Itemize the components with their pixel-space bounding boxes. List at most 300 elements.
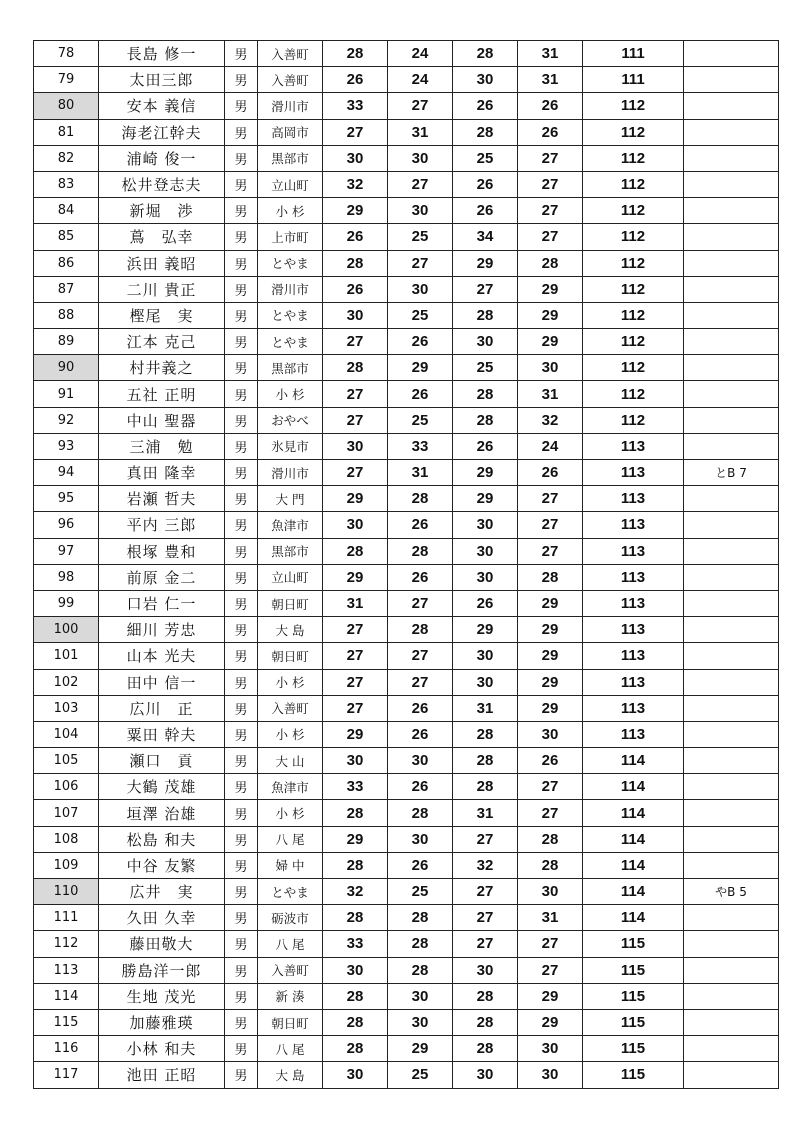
- player-sex-cell: 男: [225, 486, 258, 512]
- total-score-cell: 115: [583, 1009, 684, 1035]
- total-score-cell: 114: [583, 879, 684, 905]
- table-row: [34, 93, 779, 119]
- player-town-cell: とやま: [258, 250, 323, 276]
- player-town-cell: 入善町: [258, 41, 323, 67]
- score-2-cell: 33: [388, 433, 453, 459]
- table-row: [34, 276, 779, 302]
- player-town-cell: 滑川市: [258, 460, 323, 486]
- score-3-cell: 30: [453, 669, 518, 695]
- player-name-cell: 樫尾 実: [99, 302, 225, 328]
- table-row: [34, 931, 779, 957]
- rank-number-cell: 78: [34, 41, 99, 67]
- score-1-cell: 29: [323, 198, 388, 224]
- score-3-cell: 28: [453, 1009, 518, 1035]
- score-1-cell: 33: [323, 93, 388, 119]
- player-sex-cell: 男: [225, 41, 258, 67]
- score-1-cell: 30: [323, 957, 388, 983]
- player-name-cell: 中谷 友繁: [99, 852, 225, 878]
- player-sex-cell: 男: [225, 145, 258, 171]
- table-row: [34, 407, 779, 433]
- table-row: [34, 1062, 779, 1088]
- score-3-cell: 25: [453, 145, 518, 171]
- remarks-cell: [684, 983, 779, 1009]
- rank-number-cell: 93: [34, 433, 99, 459]
- total-score-cell: 112: [583, 276, 684, 302]
- score-2-cell: 28: [388, 905, 453, 931]
- player-town-cell: 立山町: [258, 171, 323, 197]
- rank-number-cell: 110: [34, 879, 99, 905]
- player-town-cell: 婦 中: [258, 852, 323, 878]
- score-4-cell: 31: [518, 41, 583, 67]
- player-name-cell: 太田三郎: [99, 67, 225, 93]
- score-4-cell: 28: [518, 250, 583, 276]
- score-2-cell: 28: [388, 957, 453, 983]
- rank-number-cell: 96: [34, 512, 99, 538]
- player-town-cell: とやま: [258, 302, 323, 328]
- remarks-cell: [684, 957, 779, 983]
- remarks-cell: [684, 538, 779, 564]
- player-name-cell: 田中 信一: [99, 669, 225, 695]
- score-1-cell: 28: [323, 538, 388, 564]
- score-3-cell: 27: [453, 826, 518, 852]
- score-3-cell: 30: [453, 1062, 518, 1088]
- score-4-cell: 31: [518, 905, 583, 931]
- score-1-cell: 32: [323, 171, 388, 197]
- total-score-cell: 114: [583, 905, 684, 931]
- remarks-cell: [684, 617, 779, 643]
- table-row: [34, 145, 779, 171]
- score-3-cell: 28: [453, 1036, 518, 1062]
- score-2-cell: 27: [388, 669, 453, 695]
- score-2-cell: 30: [388, 276, 453, 302]
- rank-number-cell: 86: [34, 250, 99, 276]
- total-score-cell: 115: [583, 957, 684, 983]
- remarks-cell: [684, 905, 779, 931]
- rank-number-cell: 87: [34, 276, 99, 302]
- score-2-cell: 25: [388, 879, 453, 905]
- player-sex-cell: 男: [225, 433, 258, 459]
- player-name-cell: 浜田 義昭: [99, 250, 225, 276]
- remarks-cell: [684, 721, 779, 747]
- remarks-cell: とB 7: [684, 460, 779, 486]
- table-row: [34, 695, 779, 721]
- total-score-cell: 111: [583, 67, 684, 93]
- remarks-cell: [684, 302, 779, 328]
- table-row: [34, 302, 779, 328]
- player-name-cell: 海老江幹夫: [99, 119, 225, 145]
- score-4-cell: 29: [518, 590, 583, 616]
- player-name-cell: 真田 隆幸: [99, 460, 225, 486]
- score-3-cell: 31: [453, 695, 518, 721]
- remarks-cell: [684, 276, 779, 302]
- score-2-cell: 25: [388, 1062, 453, 1088]
- player-town-cell: 小 杉: [258, 721, 323, 747]
- score-2-cell: 26: [388, 381, 453, 407]
- score-4-cell: 29: [518, 643, 583, 669]
- total-score-cell: 115: [583, 983, 684, 1009]
- score-2-cell: 25: [388, 407, 453, 433]
- score-1-cell: 28: [323, 852, 388, 878]
- score-1-cell: 30: [323, 1062, 388, 1088]
- player-sex-cell: 男: [225, 224, 258, 250]
- player-sex-cell: 男: [225, 879, 258, 905]
- score-2-cell: 30: [388, 198, 453, 224]
- score-3-cell: 32: [453, 852, 518, 878]
- score-3-cell: 28: [453, 119, 518, 145]
- score-4-cell: 27: [518, 512, 583, 538]
- remarks-cell: [684, 748, 779, 774]
- score-3-cell: 29: [453, 617, 518, 643]
- score-1-cell: 30: [323, 512, 388, 538]
- total-score-cell: 113: [583, 617, 684, 643]
- player-name-cell: 前原 金二: [99, 564, 225, 590]
- player-sex-cell: 男: [225, 329, 258, 355]
- remarks-cell: [684, 852, 779, 878]
- score-4-cell: 26: [518, 460, 583, 486]
- rank-number-cell: 84: [34, 198, 99, 224]
- results-table: [33, 40, 779, 1089]
- score-1-cell: 27: [323, 669, 388, 695]
- player-town-cell: 高岡市: [258, 119, 323, 145]
- table-row: [34, 486, 779, 512]
- player-name-cell: 大鶴 茂雄: [99, 774, 225, 800]
- table-row: [34, 748, 779, 774]
- player-sex-cell: 男: [225, 93, 258, 119]
- score-1-cell: 28: [323, 1009, 388, 1035]
- score-2-cell: 31: [388, 119, 453, 145]
- remarks-cell: [684, 643, 779, 669]
- player-town-cell: 小 杉: [258, 381, 323, 407]
- rank-number-cell: 83: [34, 171, 99, 197]
- score-4-cell: 27: [518, 931, 583, 957]
- player-name-cell: 岩瀬 哲夫: [99, 486, 225, 512]
- score-3-cell: 25: [453, 355, 518, 381]
- table-row: [34, 957, 779, 983]
- score-4-cell: 27: [518, 957, 583, 983]
- remarks-cell: [684, 826, 779, 852]
- score-1-cell: 28: [323, 250, 388, 276]
- player-town-cell: 小 杉: [258, 669, 323, 695]
- score-2-cell: 28: [388, 486, 453, 512]
- score-2-cell: 27: [388, 171, 453, 197]
- score-4-cell: 27: [518, 800, 583, 826]
- remarks-cell: [684, 198, 779, 224]
- rank-number-cell: 109: [34, 852, 99, 878]
- total-score-cell: 114: [583, 774, 684, 800]
- score-4-cell: 27: [518, 486, 583, 512]
- player-name-cell: 安本 義信: [99, 93, 225, 119]
- score-4-cell: 31: [518, 67, 583, 93]
- table-row: [34, 1036, 779, 1062]
- score-1-cell: 30: [323, 302, 388, 328]
- score-1-cell: 27: [323, 617, 388, 643]
- player-name-cell: 中山 聖器: [99, 407, 225, 433]
- score-3-cell: 28: [453, 41, 518, 67]
- remarks-cell: [684, 486, 779, 512]
- player-sex-cell: 男: [225, 695, 258, 721]
- table-row: [34, 826, 779, 852]
- table-row: [34, 119, 779, 145]
- player-sex-cell: 男: [225, 931, 258, 957]
- score-3-cell: 30: [453, 538, 518, 564]
- total-score-cell: 115: [583, 1062, 684, 1088]
- total-score-cell: 112: [583, 171, 684, 197]
- player-town-cell: 大 門: [258, 486, 323, 512]
- player-name-cell: 瀬口 貢: [99, 748, 225, 774]
- player-town-cell: とやま: [258, 329, 323, 355]
- player-sex-cell: 男: [225, 774, 258, 800]
- score-1-cell: 27: [323, 329, 388, 355]
- score-2-cell: 30: [388, 145, 453, 171]
- total-score-cell: 113: [583, 721, 684, 747]
- total-score-cell: 112: [583, 93, 684, 119]
- total-score-cell: 111: [583, 41, 684, 67]
- table-row: [34, 355, 779, 381]
- rank-number-cell: 100: [34, 617, 99, 643]
- remarks-cell: [684, 774, 779, 800]
- score-3-cell: 26: [453, 433, 518, 459]
- score-2-cell: 26: [388, 721, 453, 747]
- rank-number-cell: 94: [34, 460, 99, 486]
- total-score-cell: 115: [583, 1036, 684, 1062]
- player-sex-cell: 男: [225, 460, 258, 486]
- player-sex-cell: 男: [225, 538, 258, 564]
- score-2-cell: 26: [388, 774, 453, 800]
- player-name-cell: 垣澤 治雄: [99, 800, 225, 826]
- remarks-cell: [684, 171, 779, 197]
- player-sex-cell: 男: [225, 276, 258, 302]
- player-town-cell: 滑川市: [258, 93, 323, 119]
- player-sex-cell: 男: [225, 852, 258, 878]
- score-2-cell: 26: [388, 564, 453, 590]
- score-3-cell: 28: [453, 774, 518, 800]
- total-score-cell: 114: [583, 800, 684, 826]
- remarks-cell: [684, 145, 779, 171]
- player-town-cell: 入善町: [258, 957, 323, 983]
- score-1-cell: 28: [323, 983, 388, 1009]
- score-3-cell: 26: [453, 93, 518, 119]
- remarks-cell: [684, 1009, 779, 1035]
- score-3-cell: 28: [453, 407, 518, 433]
- score-2-cell: 29: [388, 1036, 453, 1062]
- score-2-cell: 30: [388, 826, 453, 852]
- rank-number-cell: 97: [34, 538, 99, 564]
- player-sex-cell: 男: [225, 669, 258, 695]
- total-score-cell: 112: [583, 407, 684, 433]
- total-score-cell: 112: [583, 381, 684, 407]
- remarks-cell: [684, 800, 779, 826]
- score-3-cell: 28: [453, 302, 518, 328]
- score-3-cell: 34: [453, 224, 518, 250]
- player-town-cell: 小 杉: [258, 198, 323, 224]
- score-3-cell: 29: [453, 460, 518, 486]
- score-4-cell: 30: [518, 1062, 583, 1088]
- rank-number-cell: 111: [34, 905, 99, 931]
- player-town-cell: 小 杉: [258, 800, 323, 826]
- player-name-cell: 広井 実: [99, 879, 225, 905]
- remarks-cell: [684, 93, 779, 119]
- remarks-cell: [684, 329, 779, 355]
- total-score-cell: 112: [583, 250, 684, 276]
- total-score-cell: 113: [583, 590, 684, 616]
- player-name-cell: 新堀 渉: [99, 198, 225, 224]
- total-score-cell: 114: [583, 826, 684, 852]
- table-row: [34, 905, 779, 931]
- rank-number-cell: 89: [34, 329, 99, 355]
- score-1-cell: 27: [323, 695, 388, 721]
- total-score-cell: 112: [583, 119, 684, 145]
- score-1-cell: 30: [323, 748, 388, 774]
- score-2-cell: 26: [388, 852, 453, 878]
- rank-number-cell: 91: [34, 381, 99, 407]
- rank-number-cell: 106: [34, 774, 99, 800]
- player-town-cell: 氷見市: [258, 433, 323, 459]
- score-4-cell: 29: [518, 983, 583, 1009]
- rank-number-cell: 104: [34, 721, 99, 747]
- score-1-cell: 26: [323, 67, 388, 93]
- score-3-cell: 30: [453, 564, 518, 590]
- player-name-cell: 長島 修一: [99, 41, 225, 67]
- player-town-cell: 大 島: [258, 617, 323, 643]
- table-row: [34, 329, 779, 355]
- score-1-cell: 27: [323, 119, 388, 145]
- score-3-cell: 30: [453, 329, 518, 355]
- player-name-cell: 生地 茂光: [99, 983, 225, 1009]
- player-name-cell: 蔦 弘幸: [99, 224, 225, 250]
- player-name-cell: 根塚 豊和: [99, 538, 225, 564]
- remarks-cell: [684, 1062, 779, 1088]
- player-town-cell: 八 尾: [258, 1036, 323, 1062]
- score-1-cell: 29: [323, 486, 388, 512]
- score-4-cell: 26: [518, 119, 583, 145]
- score-2-cell: 28: [388, 538, 453, 564]
- score-4-cell: 29: [518, 617, 583, 643]
- total-score-cell: 112: [583, 329, 684, 355]
- score-3-cell: 29: [453, 486, 518, 512]
- total-score-cell: 112: [583, 302, 684, 328]
- player-name-cell: 二川 貴正: [99, 276, 225, 302]
- score-1-cell: 27: [323, 381, 388, 407]
- table-row: [34, 41, 779, 67]
- score-3-cell: 30: [453, 957, 518, 983]
- score-2-cell: 26: [388, 512, 453, 538]
- player-town-cell: 滑川市: [258, 276, 323, 302]
- table-row: [34, 1009, 779, 1035]
- score-3-cell: 28: [453, 721, 518, 747]
- player-town-cell: 新 湊: [258, 983, 323, 1009]
- player-sex-cell: 男: [225, 748, 258, 774]
- score-3-cell: 26: [453, 198, 518, 224]
- score-4-cell: 24: [518, 433, 583, 459]
- remarks-cell: [684, 407, 779, 433]
- table-row: [34, 643, 779, 669]
- table-row: [34, 590, 779, 616]
- score-2-cell: 25: [388, 224, 453, 250]
- rank-number-cell: 98: [34, 564, 99, 590]
- player-sex-cell: 男: [225, 119, 258, 145]
- score-2-cell: 24: [388, 67, 453, 93]
- score-1-cell: 26: [323, 276, 388, 302]
- score-3-cell: 30: [453, 643, 518, 669]
- score-4-cell: 29: [518, 669, 583, 695]
- score-1-cell: 31: [323, 590, 388, 616]
- table-row: [34, 224, 779, 250]
- score-4-cell: 27: [518, 198, 583, 224]
- score-4-cell: 28: [518, 826, 583, 852]
- score-2-cell: 28: [388, 800, 453, 826]
- player-sex-cell: 男: [225, 1062, 258, 1088]
- score-2-cell: 29: [388, 355, 453, 381]
- total-score-cell: 112: [583, 198, 684, 224]
- rank-number-cell: 79: [34, 67, 99, 93]
- player-sex-cell: 男: [225, 800, 258, 826]
- table-row: [34, 617, 779, 643]
- remarks-cell: [684, 381, 779, 407]
- player-sex-cell: 男: [225, 590, 258, 616]
- score-4-cell: 30: [518, 721, 583, 747]
- player-town-cell: 立山町: [258, 564, 323, 590]
- total-score-cell: 113: [583, 433, 684, 459]
- player-town-cell: 黒部市: [258, 355, 323, 381]
- player-town-cell: 砺波市: [258, 905, 323, 931]
- player-town-cell: 八 尾: [258, 826, 323, 852]
- score-1-cell: 33: [323, 774, 388, 800]
- score-1-cell: 27: [323, 407, 388, 433]
- score-1-cell: 29: [323, 826, 388, 852]
- rank-number-cell: 107: [34, 800, 99, 826]
- player-town-cell: 大 山: [258, 748, 323, 774]
- rank-number-cell: 113: [34, 957, 99, 983]
- score-4-cell: 27: [518, 171, 583, 197]
- table-row: [34, 381, 779, 407]
- player-town-cell: 朝日町: [258, 643, 323, 669]
- player-sex-cell: 男: [225, 643, 258, 669]
- remarks-cell: [684, 590, 779, 616]
- table-row: [34, 852, 779, 878]
- player-sex-cell: 男: [225, 905, 258, 931]
- score-3-cell: 30: [453, 67, 518, 93]
- score-3-cell: 28: [453, 983, 518, 1009]
- remarks-cell: [684, 41, 779, 67]
- total-score-cell: 114: [583, 748, 684, 774]
- player-name-cell: 久田 久幸: [99, 905, 225, 931]
- remarks-cell: [684, 512, 779, 538]
- rank-number-cell: 108: [34, 826, 99, 852]
- score-2-cell: 30: [388, 748, 453, 774]
- player-name-cell: 平内 三郎: [99, 512, 225, 538]
- score-3-cell: 27: [453, 276, 518, 302]
- score-3-cell: 26: [453, 590, 518, 616]
- player-name-cell: 山本 光夫: [99, 643, 225, 669]
- score-4-cell: 29: [518, 695, 583, 721]
- score-4-cell: 30: [518, 355, 583, 381]
- score-4-cell: 26: [518, 748, 583, 774]
- table-row: [34, 198, 779, 224]
- score-3-cell: 27: [453, 931, 518, 957]
- score-1-cell: 28: [323, 355, 388, 381]
- player-sex-cell: 男: [225, 407, 258, 433]
- total-score-cell: 113: [583, 669, 684, 695]
- player-sex-cell: 男: [225, 826, 258, 852]
- total-score-cell: 113: [583, 512, 684, 538]
- player-town-cell: 八 尾: [258, 931, 323, 957]
- rank-number-cell: 102: [34, 669, 99, 695]
- score-4-cell: 29: [518, 302, 583, 328]
- table-row: [34, 171, 779, 197]
- score-4-cell: 27: [518, 224, 583, 250]
- total-score-cell: 112: [583, 355, 684, 381]
- score-4-cell: 27: [518, 145, 583, 171]
